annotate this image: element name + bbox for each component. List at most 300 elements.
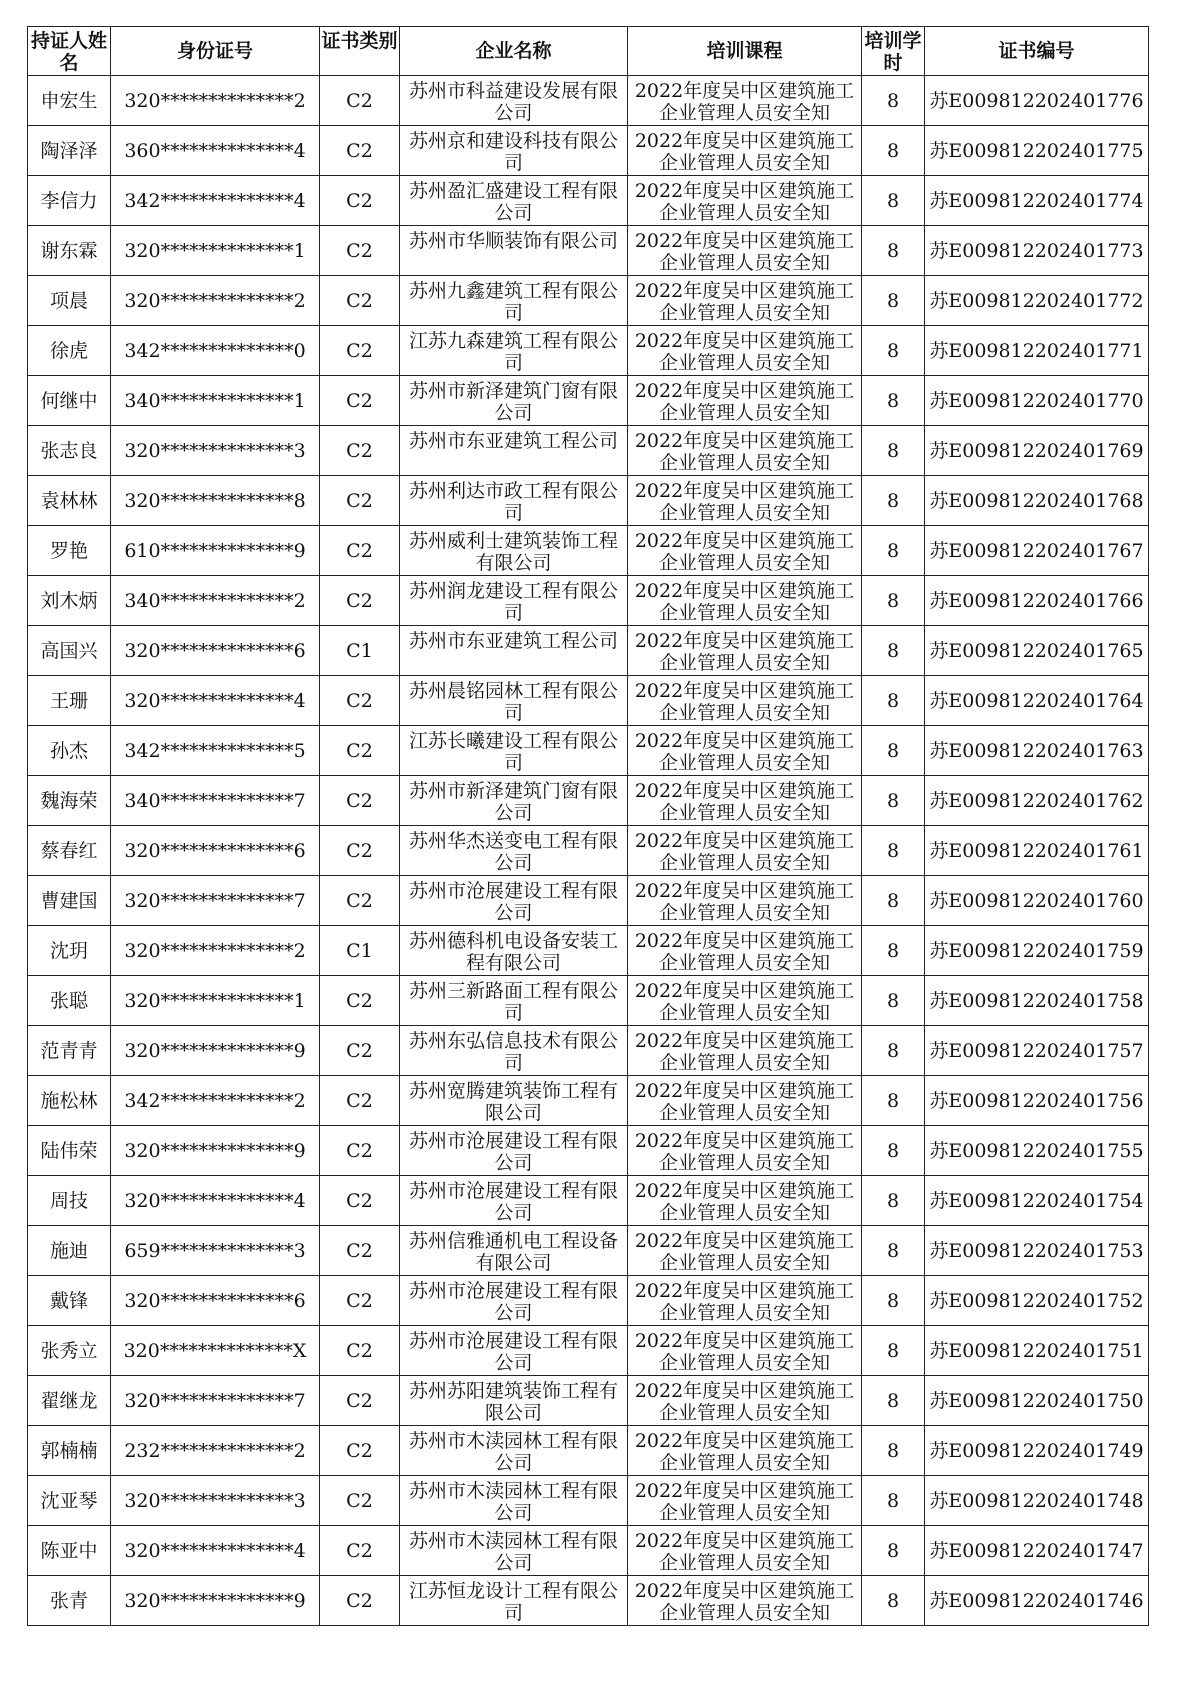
training-course-text: 2022年度吴中区建筑施工企业管理人员安全知 — [634, 1329, 855, 1374]
holder-name-cell: 沈亚琴 — [28, 1476, 111, 1526]
training-course-text: 2022年度吴中区建筑施工企业管理人员安全知 — [634, 379, 855, 424]
holder-name-cell: 高国兴 — [28, 626, 111, 676]
company-name-cell — [400, 776, 628, 826]
cert-number-cell: 苏E009812202401754 — [925, 1176, 1149, 1226]
training-course-cell — [628, 276, 862, 326]
holder-name-cell: 罗艳 — [28, 526, 111, 576]
training-hours-cell: 8 — [862, 676, 925, 726]
id-number-cell: 320**************9 — [111, 1126, 320, 1176]
training-course-text: 2022年度吴中区建筑施工企业管理人员安全知 — [634, 1079, 855, 1124]
id-number-cell: 320**************7 — [111, 876, 320, 926]
cert-type-cell: C2 — [320, 1576, 400, 1626]
company-name-cell — [400, 476, 628, 526]
cert-number-cell: 苏E009812202401763 — [925, 726, 1149, 776]
training-hours-cell: 8 — [862, 1026, 925, 1076]
holder-name-cell: 戴锋 — [28, 1276, 111, 1326]
cert-type-cell: C2 — [320, 1326, 400, 1376]
table-row — [28, 426, 1149, 476]
training-course-text: 2022年度吴中区建筑施工企业管理人员安全知 — [634, 829, 855, 874]
table-row — [28, 776, 1149, 826]
header-training-course: 培训课程 — [628, 27, 862, 76]
holder-name-cell: 张志良 — [28, 426, 111, 476]
company-name-text: 苏州盈汇盛建设工程有限公司 — [408, 179, 618, 224]
company-name-cell — [400, 826, 628, 876]
cert-type-cell: C2 — [320, 826, 400, 876]
training-course-cell — [628, 826, 862, 876]
company-name-text: 苏州市科益建设发展有限公司 — [408, 79, 618, 124]
company-name-cell — [400, 1126, 628, 1176]
table-header — [28, 27, 1149, 76]
cert-type-cell: C2 — [320, 276, 400, 326]
id-number-cell: 360**************4 — [111, 126, 320, 176]
company-name-cell — [400, 1426, 628, 1476]
cert-type-cell: C2 — [320, 1226, 400, 1276]
holder-name-cell: 谢东霖 — [28, 226, 111, 276]
company-name-text: 苏州市沧展建设工程有限公司 — [408, 1329, 618, 1374]
training-course-cell — [628, 1526, 862, 1576]
company-name-text: 苏州九鑫建筑工程有限公司 — [408, 279, 618, 324]
training-course-text: 2022年度吴中区建筑施工企业管理人员安全知 — [634, 929, 855, 974]
company-name-text: 苏州市沧展建设工程有限公司 — [408, 1129, 618, 1174]
training-course-cell — [628, 1026, 862, 1076]
id-number-cell: 342**************0 — [111, 326, 320, 376]
id-number-cell: 340**************7 — [111, 776, 320, 826]
training-course-cell — [628, 376, 862, 426]
training-course-text: 2022年度吴中区建筑施工企业管理人员安全知 — [634, 329, 855, 374]
cert-type-cell: C2 — [320, 1026, 400, 1076]
company-name-cell — [400, 326, 628, 376]
cert-number-cell: 苏E009812202401775 — [925, 126, 1149, 176]
table-row — [28, 476, 1149, 526]
id-number-cell: 320**************8 — [111, 476, 320, 526]
training-hours-cell: 8 — [862, 876, 925, 926]
cert-number-cell: 苏E009812202401767 — [925, 526, 1149, 576]
training-hours-cell: 8 — [862, 176, 925, 226]
company-name-cell — [400, 1226, 628, 1276]
company-name-text: 苏州德科机电设备安装工程有限公司 — [408, 929, 618, 974]
id-number-cell: 320**************9 — [111, 1026, 320, 1076]
holder-name-cell: 沈玥 — [28, 926, 111, 976]
company-name-text: 苏州市新泽建筑门窗有限公司 — [408, 379, 618, 424]
cert-type-cell: C1 — [320, 626, 400, 676]
training-course-text: 2022年度吴中区建筑施工企业管理人员安全知 — [634, 1379, 855, 1424]
training-course-text: 2022年度吴中区建筑施工企业管理人员安全知 — [634, 1279, 855, 1324]
header-training-hours: 培训学时 — [862, 27, 925, 76]
company-name-text: 苏州威利士建筑装饰工程有限公司 — [408, 529, 618, 574]
training-course-cell — [628, 1176, 862, 1226]
training-hours-cell: 8 — [862, 1326, 925, 1376]
company-name-cell — [400, 1276, 628, 1326]
table-row — [28, 576, 1149, 626]
company-name-cell — [400, 176, 628, 226]
id-number-cell: 320**************4 — [111, 1526, 320, 1576]
company-name-text: 苏州苏阳建筑装饰工程有限公司 — [408, 1379, 618, 1424]
cert-type-cell: C2 — [320, 576, 400, 626]
table-row — [28, 176, 1149, 226]
cert-type-cell: C2 — [320, 326, 400, 376]
id-number-cell: 340**************1 — [111, 376, 320, 426]
holder-name-cell: 何继中 — [28, 376, 111, 426]
company-name-cell — [400, 276, 628, 326]
training-course-text: 2022年度吴中区建筑施工企业管理人员安全知 — [634, 1179, 855, 1224]
table-row — [28, 926, 1149, 976]
holder-name-cell: 李信力 — [28, 176, 111, 226]
training-hours-cell: 8 — [862, 226, 925, 276]
holder-name-cell: 郭楠楠 — [28, 1426, 111, 1476]
company-name-cell — [400, 526, 628, 576]
training-course-cell — [628, 876, 862, 926]
training-course-cell — [628, 726, 862, 776]
company-name-cell — [400, 1326, 628, 1376]
table-row — [28, 1176, 1149, 1226]
cert-number-cell: 苏E009812202401773 — [925, 226, 1149, 276]
training-hours-cell: 8 — [862, 276, 925, 326]
id-number-cell: 342**************2 — [111, 1076, 320, 1126]
company-name-text: 江苏九森建筑工程有限公司 — [408, 329, 618, 374]
holder-name-cell: 刘木炳 — [28, 576, 111, 626]
training-hours-cell: 8 — [862, 576, 925, 626]
cert-type-cell: C2 — [320, 226, 400, 276]
training-course-text: 2022年度吴中区建筑施工企业管理人员安全知 — [634, 679, 855, 724]
company-name-cell — [400, 1076, 628, 1126]
table-row — [28, 1426, 1149, 1476]
training-course-cell — [628, 776, 862, 826]
table-row — [28, 1026, 1149, 1076]
id-number-cell: 320**************6 — [111, 826, 320, 876]
training-hours-cell: 8 — [862, 1576, 925, 1626]
company-name-text: 苏州东弘信息技术有限公司 — [408, 1029, 618, 1074]
company-name-text: 苏州市木渎园林工程有限公司 — [408, 1429, 618, 1474]
company-name-text: 苏州市华顺装饰有限公司 — [408, 229, 618, 252]
id-number-cell: 320**************1 — [111, 976, 320, 1026]
holder-name-cell: 蔡春红 — [28, 826, 111, 876]
cert-type-cell: C2 — [320, 1126, 400, 1176]
table-row — [28, 226, 1149, 276]
cert-number-cell: 苏E009812202401750 — [925, 1376, 1149, 1426]
table-row — [28, 526, 1149, 576]
id-number-cell: 320**************1 — [111, 226, 320, 276]
training-course-cell — [628, 1426, 862, 1476]
training-course-cell — [628, 1576, 862, 1626]
training-course-cell — [628, 1126, 862, 1176]
header-holder-name: 持证人姓名 — [28, 27, 111, 76]
table-body — [28, 76, 1149, 1626]
id-number-cell: 320**************4 — [111, 1176, 320, 1226]
id-number-cell: 232**************2 — [111, 1426, 320, 1476]
cert-number-cell: 苏E009812202401757 — [925, 1026, 1149, 1076]
training-hours-cell: 8 — [862, 1226, 925, 1276]
id-number-cell: 610**************9 — [111, 526, 320, 576]
holder-name-cell: 陶泽泽 — [28, 126, 111, 176]
header-company-name: 企业名称 — [400, 27, 628, 76]
holder-name-cell: 张青 — [28, 1576, 111, 1626]
training-course-cell — [628, 1476, 862, 1526]
cert-number-cell: 苏E009812202401768 — [925, 476, 1149, 526]
table-row — [28, 726, 1149, 776]
training-course-text: 2022年度吴中区建筑施工企业管理人员安全知 — [634, 179, 855, 224]
company-name-cell — [400, 976, 628, 1026]
table-row — [28, 1376, 1149, 1426]
company-name-text: 江苏恒龙设计工程有限公司 — [408, 1579, 618, 1624]
id-number-cell: 320**************2 — [111, 276, 320, 326]
company-name-text: 苏州市东亚建筑工程公司 — [408, 429, 618, 452]
training-course-cell — [628, 426, 862, 476]
id-number-cell: 659**************3 — [111, 1226, 320, 1276]
cert-type-cell: C2 — [320, 1526, 400, 1576]
training-course-text: 2022年度吴中区建筑施工企业管理人员安全知 — [634, 629, 855, 674]
id-number-cell: 320**************3 — [111, 426, 320, 476]
training-course-cell — [628, 476, 862, 526]
cert-type-cell: C2 — [320, 376, 400, 426]
table-row — [28, 876, 1149, 926]
training-hours-cell: 8 — [862, 776, 925, 826]
cert-number-cell: 苏E009812202401755 — [925, 1126, 1149, 1176]
training-course-cell — [628, 1076, 862, 1126]
cert-number-cell: 苏E009812202401751 — [925, 1326, 1149, 1376]
training-course-cell — [628, 1276, 862, 1326]
id-number-cell: 320**************7 — [111, 1376, 320, 1426]
certificate-table — [27, 26, 1149, 1626]
cert-type-cell: C2 — [320, 1076, 400, 1126]
cert-type-cell: C2 — [320, 726, 400, 776]
training-hours-cell: 8 — [862, 1126, 925, 1176]
company-name-cell — [400, 926, 628, 976]
training-hours-cell: 8 — [862, 1376, 925, 1426]
company-name-text: 苏州润龙建设工程有限公司 — [408, 579, 618, 624]
training-course-text: 2022年度吴中区建筑施工企业管理人员安全知 — [634, 529, 855, 574]
id-number-cell: 342**************4 — [111, 176, 320, 226]
company-name-cell — [400, 576, 628, 626]
company-name-cell — [400, 426, 628, 476]
training-hours-cell: 8 — [862, 1176, 925, 1226]
cert-number-cell: 苏E009812202401774 — [925, 176, 1149, 226]
cert-number-cell: 苏E009812202401752 — [925, 1276, 1149, 1326]
training-course-text: 2022年度吴中区建筑施工企业管理人员安全知 — [634, 1529, 855, 1574]
header-cert-type: 证书类别 — [320, 27, 400, 76]
cert-number-cell: 苏E009812202401758 — [925, 976, 1149, 1026]
cert-number-cell: 苏E009812202401762 — [925, 776, 1149, 826]
holder-name-cell: 施松林 — [28, 1076, 111, 1126]
cert-type-cell: C2 — [320, 1276, 400, 1326]
training-course-cell — [628, 676, 862, 726]
training-course-text: 2022年度吴中区建筑施工企业管理人员安全知 — [634, 79, 855, 124]
id-number-cell: 320**************9 — [111, 1576, 320, 1626]
cert-type-cell: C2 — [320, 476, 400, 526]
training-hours-cell: 8 — [862, 1526, 925, 1576]
training-course-text: 2022年度吴中区建筑施工企业管理人员安全知 — [634, 729, 855, 774]
training-hours-cell: 8 — [862, 976, 925, 1026]
holder-name-cell: 陆伟荣 — [28, 1126, 111, 1176]
training-course-text: 2022年度吴中区建筑施工企业管理人员安全知 — [634, 579, 855, 624]
cert-type-cell: C2 — [320, 1376, 400, 1426]
company-name-cell — [400, 126, 628, 176]
cert-type-cell: C1 — [320, 926, 400, 976]
holder-name-cell: 范青青 — [28, 1026, 111, 1076]
holder-name-cell: 张聪 — [28, 976, 111, 1026]
cert-number-cell: 苏E009812202401746 — [925, 1576, 1149, 1626]
training-hours-cell: 8 — [862, 926, 925, 976]
cert-number-cell: 苏E009812202401770 — [925, 376, 1149, 426]
header-id-number: 身份证号 — [111, 27, 320, 76]
training-course-text: 2022年度吴中区建筑施工企业管理人员安全知 — [634, 1029, 855, 1074]
training-course-text: 2022年度吴中区建筑施工企业管理人员安全知 — [634, 1429, 855, 1474]
company-name-text: 苏州市沧展建设工程有限公司 — [408, 1179, 618, 1224]
cert-type-cell: C2 — [320, 426, 400, 476]
company-name-cell — [400, 376, 628, 426]
training-course-cell — [628, 626, 862, 676]
training-course-cell — [628, 1226, 862, 1276]
cert-type-cell: C2 — [320, 876, 400, 926]
cert-type-cell: C2 — [320, 76, 400, 126]
id-number-cell: 320**************2 — [111, 76, 320, 126]
training-course-text: 2022年度吴中区建筑施工企业管理人员安全知 — [634, 1579, 855, 1624]
training-course-cell — [628, 576, 862, 626]
table-row — [28, 1476, 1149, 1526]
cert-number-cell: 苏E009812202401776 — [925, 76, 1149, 126]
id-number-cell: 320**************X — [111, 1326, 320, 1376]
cert-number-cell: 苏E009812202401747 — [925, 1526, 1149, 1576]
holder-name-cell: 王珊 — [28, 676, 111, 726]
training-course-cell — [628, 126, 862, 176]
cert-number-cell: 苏E009812202401766 — [925, 576, 1149, 626]
cert-type-cell: C2 — [320, 976, 400, 1026]
company-name-cell — [400, 226, 628, 276]
company-name-text: 苏州华杰送变电工程有限公司 — [408, 829, 618, 874]
training-hours-cell: 8 — [862, 426, 925, 476]
cert-type-cell: C2 — [320, 1476, 400, 1526]
holder-name-cell: 施迪 — [28, 1226, 111, 1276]
cert-type-cell: C2 — [320, 776, 400, 826]
id-number-cell: 320**************6 — [111, 1276, 320, 1326]
table-row — [28, 126, 1149, 176]
training-hours-cell: 8 — [862, 826, 925, 876]
training-course-text: 2022年度吴中区建筑施工企业管理人员安全知 — [634, 1229, 855, 1274]
training-course-cell — [628, 526, 862, 576]
cert-type-cell: C2 — [320, 676, 400, 726]
training-course-cell — [628, 76, 862, 126]
cert-type-cell: C2 — [320, 176, 400, 226]
training-hours-cell: 8 — [862, 476, 925, 526]
header-cert-number: 证书编号 — [925, 27, 1149, 76]
cert-type-cell: C2 — [320, 1426, 400, 1476]
table-row — [28, 1076, 1149, 1126]
cert-number-cell: 苏E009812202401753 — [925, 1226, 1149, 1276]
holder-name-cell: 周技 — [28, 1176, 111, 1226]
company-name-text: 苏州市木渎园林工程有限公司 — [408, 1529, 618, 1574]
holder-name-cell: 魏海荣 — [28, 776, 111, 826]
table-row — [28, 1326, 1149, 1376]
training-course-cell — [628, 176, 862, 226]
company-name-cell — [400, 1026, 628, 1076]
table-row — [28, 326, 1149, 376]
header-row — [28, 27, 1149, 76]
table-row — [28, 1126, 1149, 1176]
table-row — [28, 826, 1149, 876]
training-course-cell — [628, 1326, 862, 1376]
training-hours-cell: 8 — [862, 1426, 925, 1476]
table-row — [28, 626, 1149, 676]
company-name-cell — [400, 1376, 628, 1426]
table-row — [28, 1226, 1149, 1276]
id-number-cell: 320**************2 — [111, 926, 320, 976]
training-course-text: 2022年度吴中区建筑施工企业管理人员安全知 — [634, 129, 855, 174]
cert-number-cell: 苏E009812202401756 — [925, 1076, 1149, 1126]
company-name-cell — [400, 1476, 628, 1526]
company-name-text: 苏州信雅通机电工程设备有限公司 — [408, 1229, 618, 1274]
company-name-text: 苏州市东亚建筑工程公司 — [408, 629, 618, 652]
company-name-text: 江苏长曦建设工程有限公司 — [408, 729, 618, 774]
training-course-text: 2022年度吴中区建筑施工企业管理人员安全知 — [634, 1129, 855, 1174]
cert-number-cell: 苏E009812202401748 — [925, 1476, 1149, 1526]
company-name-cell — [400, 76, 628, 126]
holder-name-cell: 曹建国 — [28, 876, 111, 926]
company-name-cell — [400, 626, 628, 676]
cert-number-cell: 苏E009812202401764 — [925, 676, 1149, 726]
id-number-cell: 340**************2 — [111, 576, 320, 626]
company-name-text: 苏州市新泽建筑门窗有限公司 — [408, 779, 618, 824]
cert-type-cell: C2 — [320, 126, 400, 176]
table-row — [28, 1526, 1149, 1576]
holder-name-cell: 张秀立 — [28, 1326, 111, 1376]
company-name-text: 苏州市木渎园林工程有限公司 — [408, 1479, 618, 1524]
company-name-text: 苏州三新路面工程有限公司 — [408, 979, 618, 1024]
company-name-text: 苏州晨铭园林工程有限公司 — [408, 679, 618, 724]
training-hours-cell: 8 — [862, 1476, 925, 1526]
training-course-text: 2022年度吴中区建筑施工企业管理人员安全知 — [634, 229, 855, 274]
company-name-cell — [400, 876, 628, 926]
company-name-cell — [400, 1176, 628, 1226]
holder-name-cell: 徐虎 — [28, 326, 111, 376]
training-hours-cell: 8 — [862, 726, 925, 776]
id-number-cell: 342**************5 — [111, 726, 320, 776]
training-hours-cell: 8 — [862, 126, 925, 176]
company-name-text: 苏州利达市政工程有限公司 — [408, 479, 618, 524]
holder-name-cell: 袁林林 — [28, 476, 111, 526]
cert-number-cell: 苏E009812202401771 — [925, 326, 1149, 376]
table-row — [28, 976, 1149, 1026]
holder-name-cell: 申宏生 — [28, 76, 111, 126]
company-name-cell — [400, 726, 628, 776]
training-course-cell — [628, 1376, 862, 1426]
training-course-text: 2022年度吴中区建筑施工企业管理人员安全知 — [634, 479, 855, 524]
training-course-text: 2022年度吴中区建筑施工企业管理人员安全知 — [634, 879, 855, 924]
company-name-text: 苏州宽腾建筑装饰工程有限公司 — [408, 1079, 618, 1124]
table-row — [28, 376, 1149, 426]
company-name-text: 苏州京和建设科技有限公司 — [408, 129, 618, 174]
training-course-text: 2022年度吴中区建筑施工企业管理人员安全知 — [634, 279, 855, 324]
training-hours-cell: 8 — [862, 76, 925, 126]
table-row — [28, 76, 1149, 126]
table-row — [28, 676, 1149, 726]
training-course-text: 2022年度吴中区建筑施工企业管理人员安全知 — [634, 429, 855, 474]
table-row — [28, 1276, 1149, 1326]
id-number-cell: 320**************6 — [111, 626, 320, 676]
company-name-cell — [400, 1576, 628, 1626]
id-number-cell: 320**************4 — [111, 676, 320, 726]
training-course-cell — [628, 976, 862, 1026]
training-hours-cell: 8 — [862, 626, 925, 676]
training-course-text: 2022年度吴中区建筑施工企业管理人员安全知 — [634, 979, 855, 1024]
training-hours-cell: 8 — [862, 1276, 925, 1326]
cert-number-cell: 苏E009812202401759 — [925, 926, 1149, 976]
cert-type-cell: C2 — [320, 526, 400, 576]
cert-number-cell: 苏E009812202401761 — [925, 826, 1149, 876]
training-course-cell — [628, 226, 862, 276]
cert-number-cell: 苏E009812202401769 — [925, 426, 1149, 476]
holder-name-cell: 陈亚中 — [28, 1526, 111, 1576]
table-row — [28, 276, 1149, 326]
holder-name-cell: 项晨 — [28, 276, 111, 326]
